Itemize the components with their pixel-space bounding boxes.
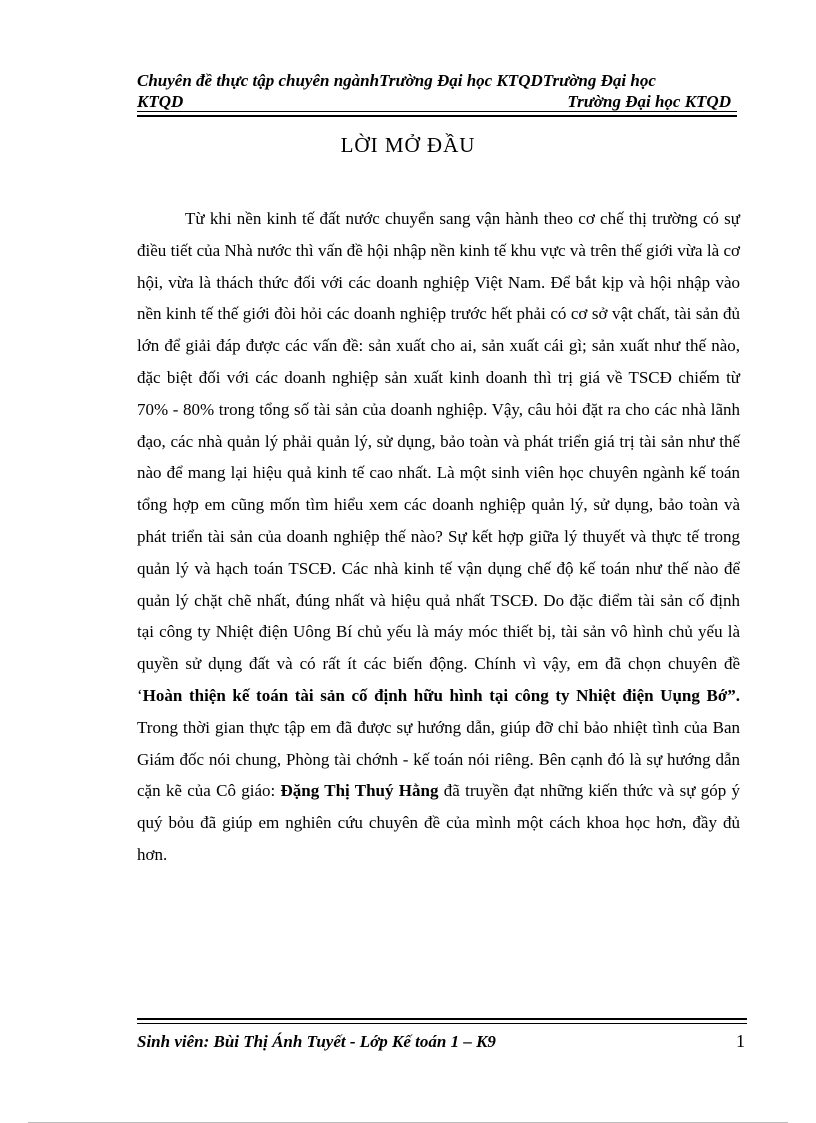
header-line-2 [137,91,737,112]
page-title: LỜI MỞ ĐẦU [340,133,476,157]
teacher-name: Đặng Thị Thuý Hằng [280,781,439,801]
paragraph-text-end: đã truyền đạt những kiến thức và sự góp ý quý bỏu đã giúp em nghiên cứu chuyên đề của mình một cách khoa học hơn, đầy đủ hơn. [137,781,741,864]
intro-paragraph [137,203,740,871]
footer-divider [137,1018,747,1024]
page-footer [137,1031,747,1052]
document-body [137,203,740,871]
page-number: 1 [736,1031,745,1051]
header-line-1: Chuyên đề thực tập chuyên ngànhTrường Đại học KTQDTrường Đại học [137,71,656,90]
paragraph-text: Từ khi nền kinh tế đất nước chuyển sang vận hành theo cơ chế thị trường có sự điều tiết của Nhà nước thì vấn đề hội nhập nền kinh tế khu vực và trên thế giới vừa là cơ hội, vừa là thách thức đối với các doanh nghiệp Việt Nam. Để bắt kịp và hội nhập vào nền kinh tế thế giới đòi hỏi các doanh nghiệp trước hết phải có cơ sở vật chất, tài sản đủ lớn để giải đáp được các vấn đề: sản xuất cho ai, sản xuất cái gì; sản xuất như thế nào, đặc biệt đối với các doanh nghiệp sản xuất kinh doanh thì trị giá về TSCĐ chiếm từ 70% - 80% trong tổng số tài sản của doanh nghiệp. Vậy, câu hỏi đặt ra cho các nhà lãnh đạo, các nhà quản lý phải quản lý, sử dụng, bảo toàn và phát triển giá trị tài sản như thế nào để mang lại hiệu quả kinh tế cao nhất. Là một sinh viên học chuyên ngành kế toán tổng hợp em cũng mốn tìm hiểu xem các doanh nghiệp quản lý, sử dụng, bảo toàn và phát triển tài sản của doanh nghiệp thế nào? Sự kết hợp giữa lý thuyết và thực tế trong quản lý và hạch toán TSCĐ. Các nhà kinh tế vận dụng chế độ kế toán như thế nào để quản lý chặt chẽ nhất, đúng nhất và hiệu quả nhất TSCĐ. Do đặc điểm tài sản cố định tại công ty Nhiệt điện Uông Bí chủ yếu là máy móc thiết bị, tài sản vô hình chủ yếu là quyền sử dụng đất và có rất ít các biến động. Chính vì vậy, em đã chọn chuyên đề ‘ [137,209,740,705]
header-line-2-right: Trường Đại học KTQD [567,92,731,111]
header-line-2-left: KTQD [137,92,184,111]
page-header [137,70,737,112]
thesis-topic: Hoàn thiện kế toán tài sản cố định hữu hình tại công ty Nhiệt điện Uụng Bớ”. [142,685,740,705]
student-info: Sinh viên: Bùi Thị Ánh Tuyết - Lớp Kế toán 1 – K9 [137,1032,496,1051]
header-divider [137,111,737,117]
paragraph-text-continued: Trong thời gian thực tập em đã được sự hướng dẫn, giúp đỡ chỉ bảo nhiệt tình của Ban Giám đốc nói chung, Phòng tài chớnh - kế toán nói riêng. Bên cạnh đó là sự hướng dẫn cặn kẽ của Cô giáo: [137,717,740,801]
